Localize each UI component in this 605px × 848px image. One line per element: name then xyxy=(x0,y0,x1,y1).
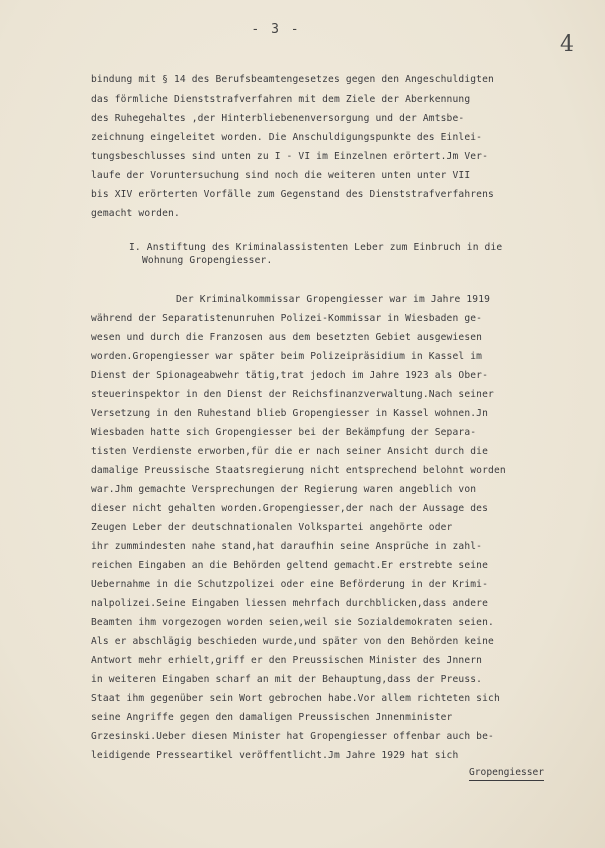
text-line: war.Jhm gemachte Versprechungen der Regierung waren angeblich von xyxy=(91,484,477,495)
text-line: Grzesinski.Ueber diesen Minister hat Gropengiesser offenbar auch be- xyxy=(91,731,494,742)
text-line: Antwort mehr erhielt,griff er den Preussischen Minister des Jnnern xyxy=(91,655,483,666)
heading-line: I. Anstiftung des Kriminalassistenten Leber zum Einbruch in die xyxy=(129,242,503,253)
text-line: bindung mit § 14 des Berufsbeamtengesetzes gegen den Angeschuldigten xyxy=(91,74,494,85)
text-line: das förmliche Dienststrafverfahren mit dem Ziele der Aberkennung xyxy=(91,94,471,105)
text-line: tisten Verdienste erworben,für die er nach seiner Ansicht durch die xyxy=(91,446,489,457)
text-line: leidigende Presseartikel veröffentlicht.Jm Jahre 1929 hat sich xyxy=(91,750,459,761)
text-line: Der Kriminalkommissar Gropengiesser war im Jahre 1919 xyxy=(176,294,491,305)
text-line: dieser nicht gehalten worden.Gropengiesser,der nach der Aussage des xyxy=(91,503,489,514)
text-line: Wiesbaden hatte sich Gropengiesser bei der Bekämpfung der Separa- xyxy=(91,427,477,438)
page-number: - 3 - xyxy=(251,22,301,37)
text-line: gemacht worden. xyxy=(91,208,180,219)
text-line: in weiteren Eingaben scharf an mit der Behauptung,dass der Preuss. xyxy=(91,674,483,685)
text-line: Versetzung in den Ruhestand blieb Gropengiesser in Kassel wohnen.Jn xyxy=(91,408,489,419)
text-line: nalpolizei.Seine Eingaben liessen mehrfach durchblicken,dass andere xyxy=(91,598,489,609)
text-line: reichen Eingaben an die Behörden geltend gemacht.Er erstrebte seine xyxy=(91,560,489,571)
folio-number: 4 xyxy=(560,32,574,57)
text-line: worden.Gropengiesser war später beim Polizeipräsidium in Kassel im xyxy=(91,351,483,362)
text-line: zeichnung eingeleitet worden. Die Anschuldigungspunkte des Einlei- xyxy=(91,132,483,143)
text-line: damalige Preussische Staatsregierung nicht entsprechend belohnt worden xyxy=(91,465,506,476)
catchword: Gropengiesser xyxy=(469,767,544,781)
text-line: ihr zummindesten nahe stand,hat daraufhin seine Ansprüche in zahl- xyxy=(91,541,483,552)
text-line: während der Separatistenunruhen Polizei-Kommissar in Wiesbaden ge- xyxy=(91,313,483,324)
text-line: Beamten ihm vorgezogen worden seien,weil sie Sozialdemokraten seien. xyxy=(91,617,494,628)
text-line: Staat ihm gegenüber sein Wort gebrochen habe.Vor allem richteten sich xyxy=(91,693,500,704)
text-line: laufe der Voruntersuchung sind noch die weiteren unten unter VII xyxy=(91,170,471,181)
text-line: Uebernahme in die Schutzpolizei oder eine Beförderung in der Krimi- xyxy=(91,579,489,590)
text-line: Dienst der Spionageabwehr tätig,trat jedoch im Jahre 1923 als Ober- xyxy=(91,370,489,381)
text-line: wesen und durch die Franzosen aus dem besetzten Gebiet ausgewiesen xyxy=(91,332,483,343)
text-line: tungsbeschlusses sind unten zu I - VI im Einzelnen erörtert.Jm Ver- xyxy=(91,151,489,162)
text-line: steuerinspektor in den Dienst der Reichsfinanzverwaltung.Nach seiner xyxy=(91,389,494,400)
text-line: seine Angriffe gegen den damaligen Preussischen Jnnenminister xyxy=(91,712,453,723)
text-line: des Ruhegehaltes ,der Hinterbliebenenversorgung und der Amtsbe- xyxy=(91,113,465,124)
text-line: Zeugen Leber der deutschnationalen Volkspartei angehörte oder xyxy=(91,522,453,533)
heading-line: Wohnung Gropengiesser. xyxy=(142,255,273,266)
text-line: Als er abschlägig beschieden wurde,und später von den Behörden keine xyxy=(91,636,494,647)
text-line: bis XIV erörterten Vorfälle zum Gegenstand des Dienststrafverfahrens xyxy=(91,189,494,200)
